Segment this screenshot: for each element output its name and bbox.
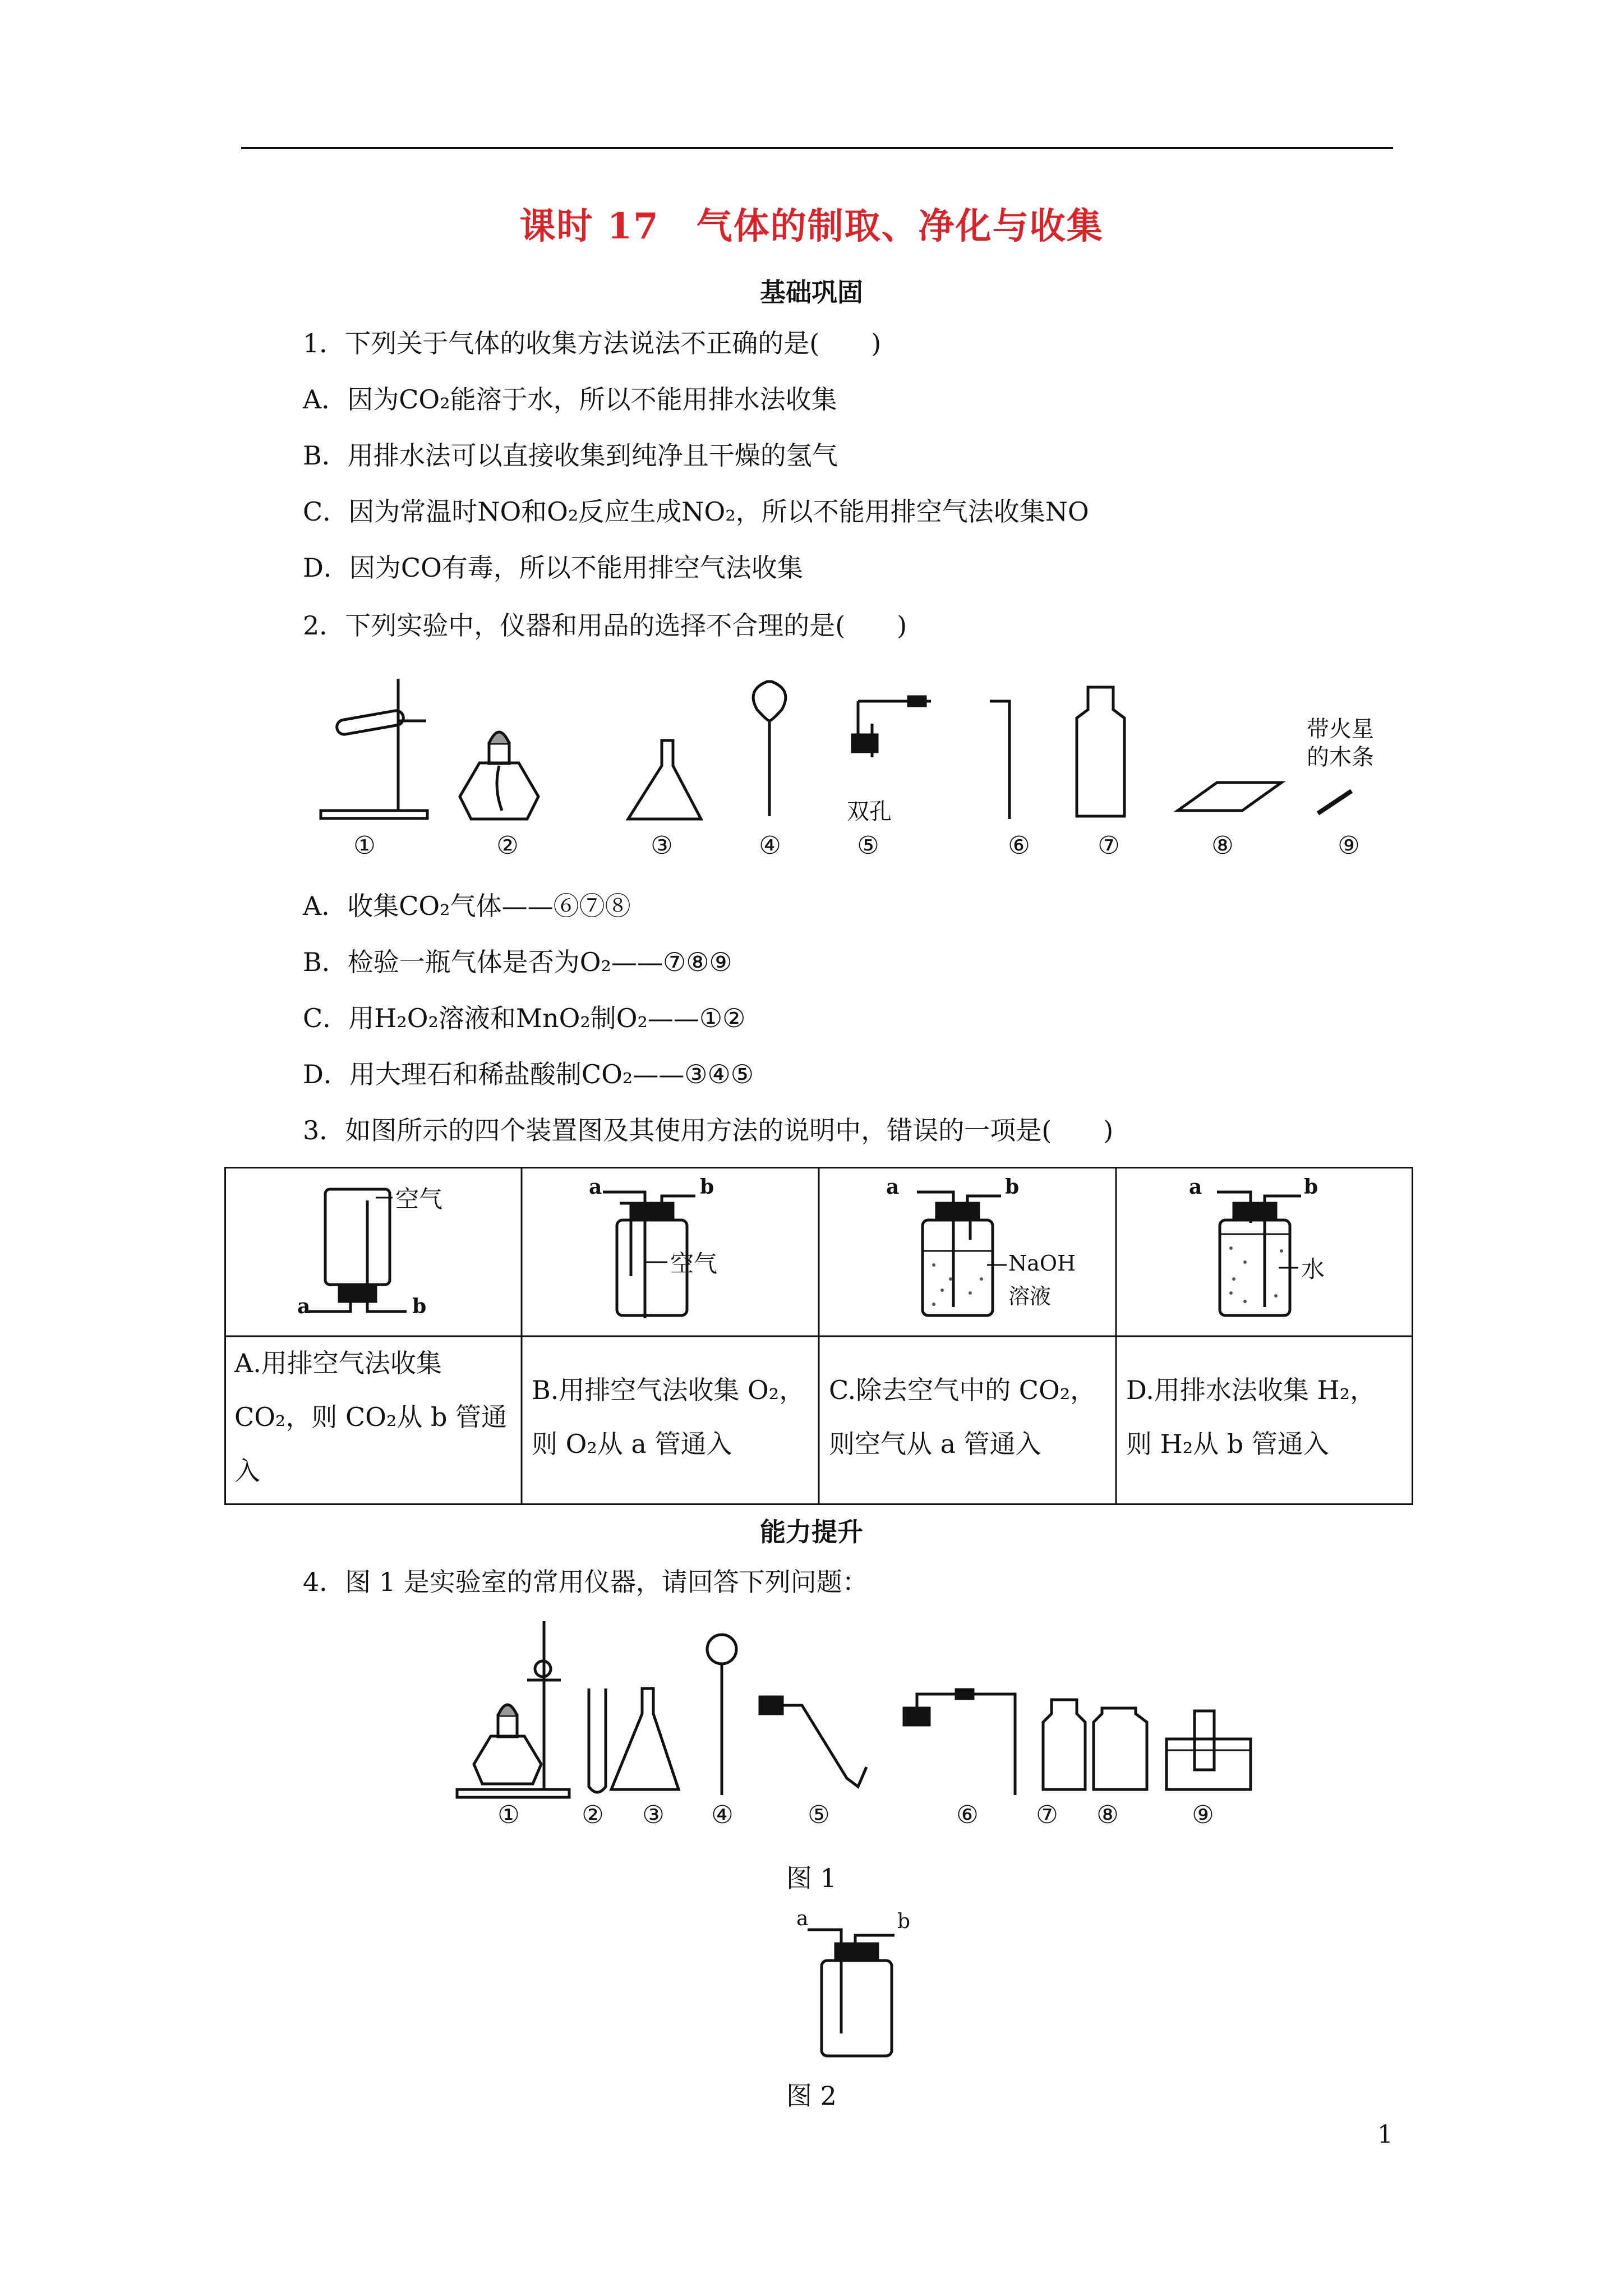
label-naoh: NaOH [1008, 1251, 1076, 1276]
q2-option-b: B．检验一瓶气体是否为O₂——⑦⑧⑨ [303, 947, 732, 977]
q3-cell-b: B.用排空气法收集 O₂， 则 O₂从 a 管通入 [532, 1375, 805, 1459]
inverted-bottle-icon [308, 1189, 407, 1312]
water-bottle-icon [1217, 1192, 1301, 1315]
naoh-bottle-icon [917, 1192, 1007, 1315]
alcohol-lamp-icon [460, 732, 538, 819]
q2-label-4: ④ [759, 831, 781, 860]
label-b-a: b [412, 1295, 427, 1318]
lamp-stand-icon [457, 1621, 569, 1797]
q2-label-6: ⑥ [1008, 831, 1030, 860]
q2-label-7: ⑦ [1098, 831, 1120, 860]
fig2-label-b: b [897, 1910, 911, 1933]
label-water: 水 [1301, 1255, 1325, 1283]
q4-label-1: ① [497, 1801, 520, 1829]
funnel-icon-2 [707, 1635, 736, 1795]
q3-stem: 3．如图所示的四个装置图及其使用方法的说明中，错误的一项是( ) [303, 1115, 1114, 1145]
figure-2-caption: 图 2 [786, 2081, 837, 2111]
q2-option-a: A．收集CO₂气体——⑥⑦⑧ [303, 891, 631, 921]
q4-label-7: ⑦ [1036, 1801, 1058, 1829]
q4-label-3: ③ [642, 1801, 665, 1829]
gas-jar-icon-2 [1043, 1700, 1085, 1789]
q4-label-5: ⑤ [808, 1801, 830, 1829]
q4-label-4: ④ [711, 1801, 734, 1829]
section-heading-advanced: 能力提升 [760, 1517, 863, 1547]
conical-flask-icon [628, 740, 701, 819]
wide-bottle-icon [1094, 1708, 1147, 1789]
q4-figure-1 [449, 1616, 1262, 1806]
q4-label-8: ⑧ [1096, 1801, 1119, 1829]
q4-label-2: ② [582, 1801, 604, 1829]
q4-label-9: ⑨ [1192, 1801, 1214, 1829]
q2-label-5: ⑤ [857, 831, 879, 860]
label-b-d: b [1304, 1175, 1318, 1199]
q3-table [224, 1167, 1413, 1505]
glass-tube-icon [990, 701, 1009, 819]
q3-cell-a: A.用排空气法收集 CO₂，则 CO₂从 b 管通 入 [234, 1348, 508, 1486]
conical-flask-icon-2 [611, 1688, 679, 1789]
label-a-c: a [886, 1175, 900, 1199]
q2-label-9: ⑨ [1338, 831, 1360, 860]
bent-tube-icon [760, 1697, 866, 1787]
page-number: 1 [1377, 2120, 1393, 2149]
double-hole-label: 双孔 [847, 799, 892, 825]
section-heading-basic: 基础巩固 [760, 277, 863, 307]
q1-option-b: B．用排水法可以直接收集到纯净且干燥的氢气 [303, 440, 838, 471]
q4-label-6: ⑥ [956, 1801, 979, 1829]
glass-plate-icon [1178, 783, 1281, 811]
q2-option-d: D．用大理石和稀盐酸制CO₂——③④⑤ [303, 1059, 754, 1089]
test-tube-icon [589, 1688, 606, 1792]
stopper-tube-icon [904, 1690, 1015, 1795]
q1-stem: 1．下列关于气体的收集方法说法不正确的是( ) [303, 328, 882, 358]
q3-cell-d: D.用排水法收集 H₂， 则 H₂从 b 管通入 [1126, 1375, 1376, 1459]
label-a-d: a [1189, 1175, 1202, 1199]
q3-cell-c: C.除去空气中的 CO₂， 则空气从 a 管通入 [829, 1375, 1096, 1459]
label-air-b: 空气 [670, 1250, 718, 1277]
label-solution: 溶液 [1008, 1284, 1052, 1309]
splint-label: 带火星的木条 [1307, 716, 1374, 770]
q2-label-2: ② [496, 831, 519, 860]
label-b-b: b [700, 1175, 714, 1199]
splint-icon [1318, 791, 1352, 813]
label-air-a: 空气 [395, 1185, 443, 1213]
fig2-label-a: a [796, 1907, 809, 1930]
gas-jar-icon [1077, 687, 1124, 816]
q2-stem: 2．下列实验中，仪器和用品的选择不合理的是( ) [303, 610, 907, 641]
label-b-c: b [1005, 1175, 1020, 1199]
q2-option-c: C．用H₂O₂溶液和MnO₂制O₂——①② [303, 1003, 746, 1033]
figure-1-caption: 图 1 [786, 1863, 837, 1893]
double-hole-stopper-icon [852, 697, 931, 757]
q4-stem: 4．图 1 是实验室的常用仪器，请回答下列问题： [303, 1567, 868, 1597]
q1-option-c: C．因为常温时NO和O₂反应生成NO₂，所以不能用排空气法收集NO [303, 496, 1089, 527]
water-trough-icon [1166, 1711, 1251, 1789]
liquid-dots [932, 1246, 1283, 1306]
q4-figure-2 [785, 1913, 920, 2059]
iron-stand-icon [321, 679, 427, 818]
top-rule [241, 147, 1393, 149]
q2-label-8: ⑧ [1211, 831, 1234, 860]
q1-option-a: A．因为CO₂能溶于水，所以不能用排水法收集 [303, 384, 837, 415]
label-a-b: a [589, 1175, 602, 1199]
q2-label-3: ③ [651, 831, 673, 860]
q2-label-1: ① [353, 831, 376, 860]
page-title: 课时 17 气体的制取、净化与收集 [519, 205, 1104, 247]
q1-option-d: D．因为CO有毒，所以不能用排空气法收集 [303, 553, 803, 583]
funnel-icon [753, 682, 786, 816]
label-a-a: a [297, 1295, 311, 1318]
